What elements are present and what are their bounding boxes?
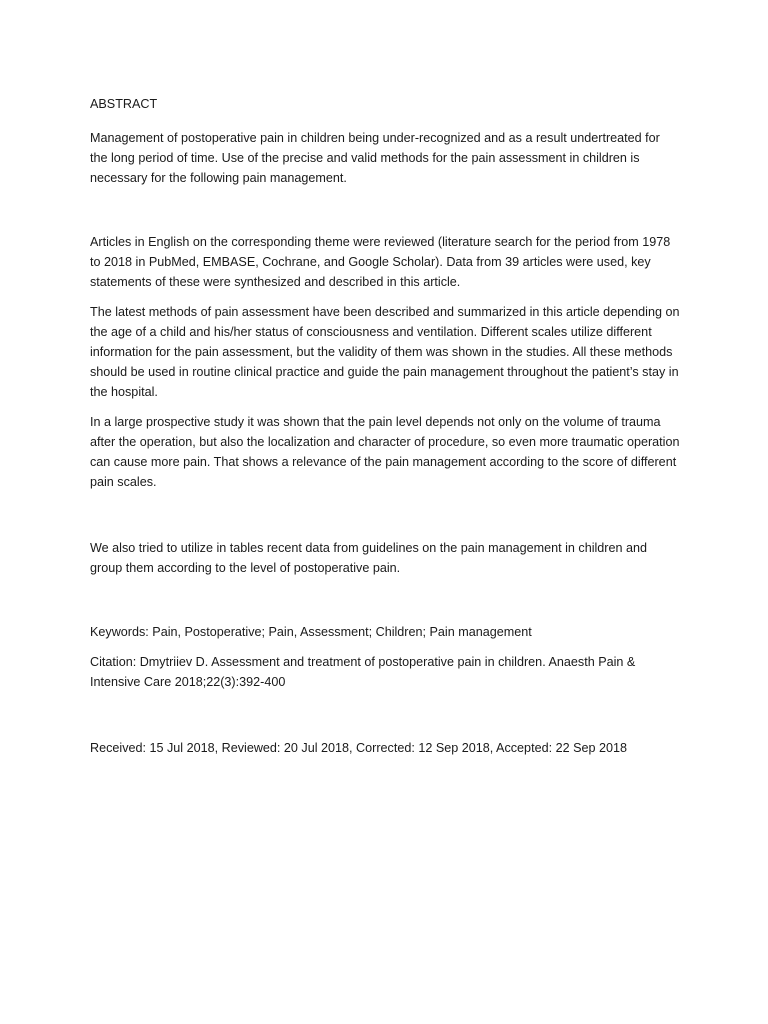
abstract-paragraph-results: The latest methods of pain assessment have been described and summarized in this article depending on the age of a child and his/her status of consciousness and ventilation. Different scales utilize different information for the pain assessment, but the validity of them was shown in the studies. All these methods should be used in routine clinical practice and guide the pain management throughout the patient’s stay in the hospital. [90, 305, 680, 399]
abstract-paragraph-tables: We also tried to utilize in tables recent data from guidelines on the pain management in children and group them according to the level of postoperative pain. [90, 541, 648, 575]
keywords-line: Keywords: Pain, Postoperative; Pain, Assessment; Children; Pain management [90, 625, 532, 639]
abstract-paragraph-background: Management of postoperative pain in children being under-recognized and as a result undertreated for the long period of time. Use of the precise and valid methods for the pain assessment in children is necessary for the following pain management. [90, 131, 660, 185]
abstract-paragraph-methods: Articles in English on the corresponding theme were reviewed (literature search for the period from 1978 to 2018 in PubMed, EMBASE, Cochrane, and Google Scholar). Data from 39 articles were used, key statements of these were synthesized and described in this article. [90, 235, 671, 289]
citation-line: Citation: Dmytriiev D. Assessment and treatment of postoperative pain in children. Anaesth Pain & Intensive Care 2018;22(3):392-400 [90, 655, 636, 689]
dates-line: Received: 15 Jul 2018, Reviewed: 20 Jul 2018, Corrected: 12 Sep 2018, Accepted: 22 Sep 2018 [90, 741, 627, 755]
abstract-heading: ABSTRACT [90, 97, 158, 111]
abstract-paragraph-study: In a large prospective study it was shown that the pain level depends not only on the volume of trauma after the operation, but also the localization and character of procedure, so even more traumatic operation can cause more pain. That shows a relevance of the pain management according to the score of different pain scales. [90, 415, 680, 489]
